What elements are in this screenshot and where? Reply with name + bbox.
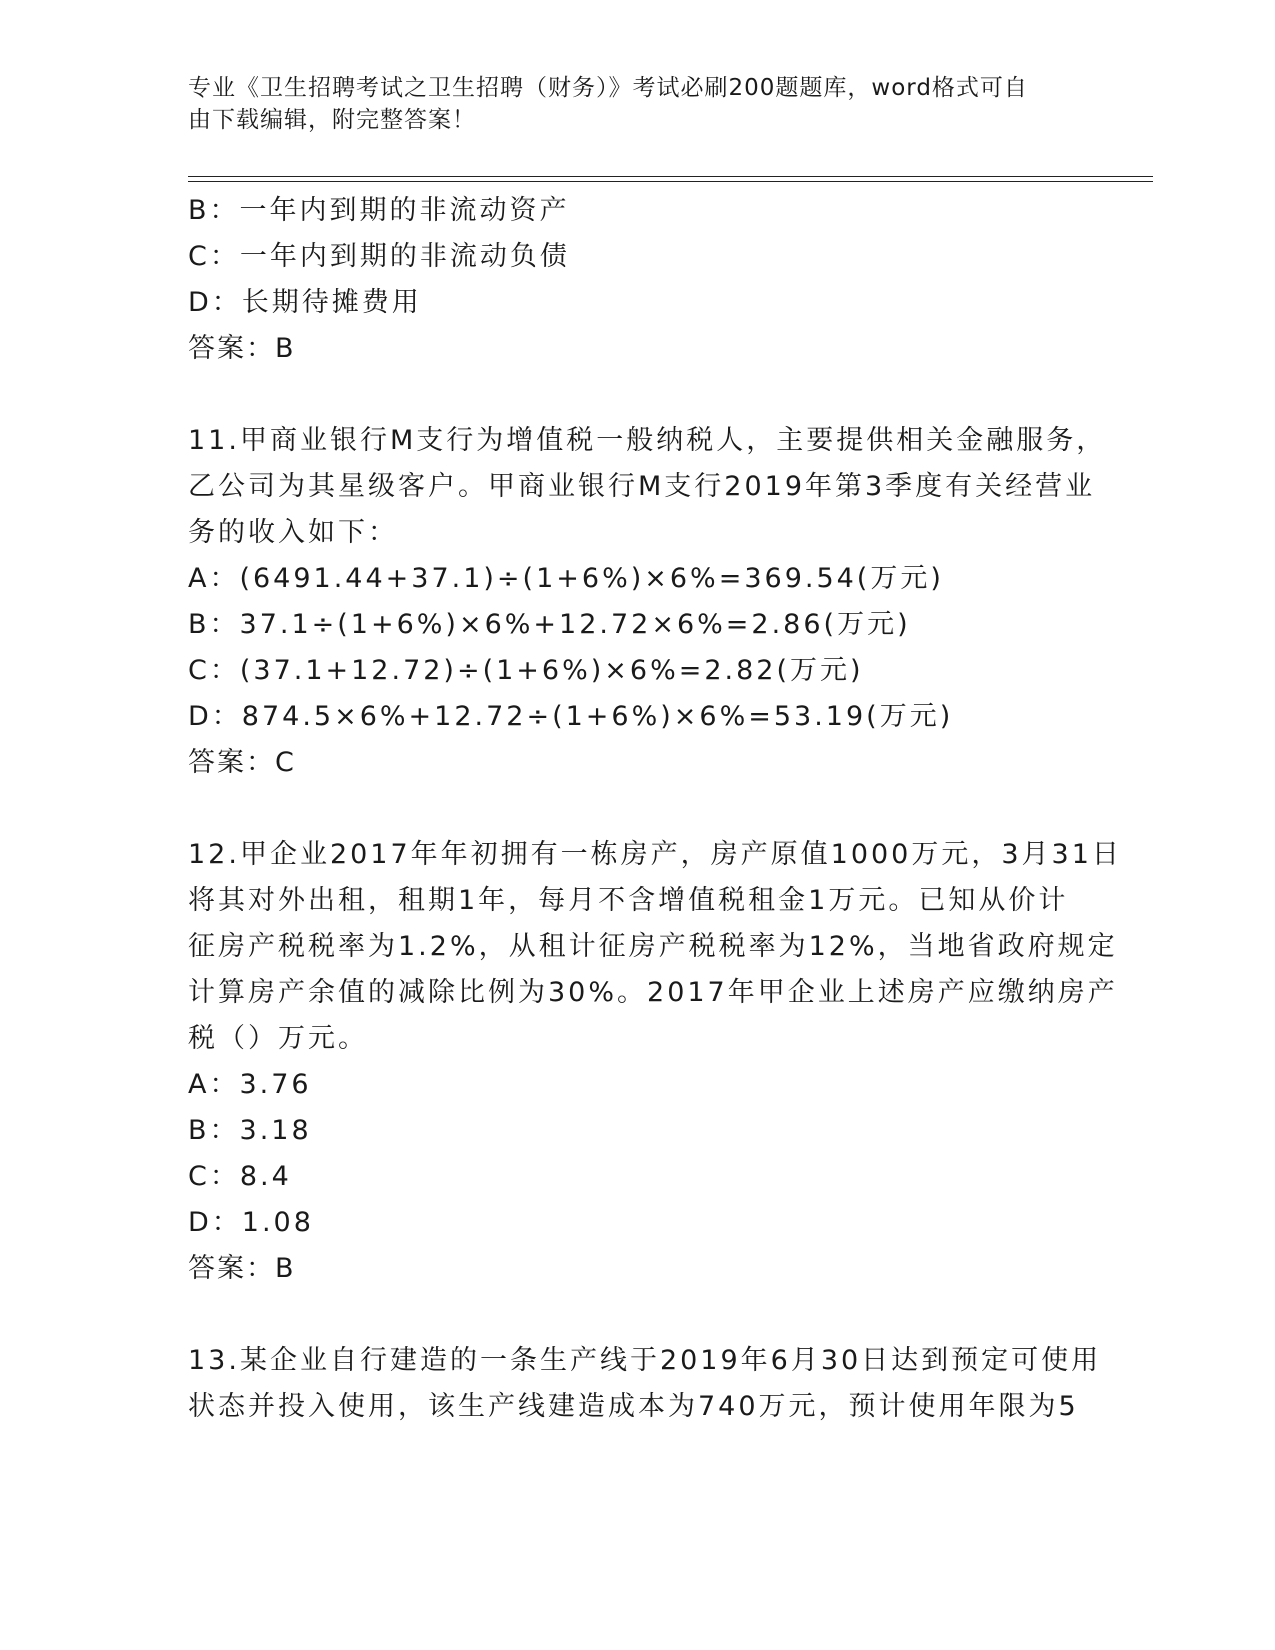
q11-stem-line-2: 乙公司为其星级客户。甲商业银行M支行2019年第3季度有关经营业 <box>188 471 1096 502</box>
spacer <box>188 1292 1088 1338</box>
document-header <box>188 72 1068 136</box>
q12-stem-line-4: 计算房产余值的减除比例为30%。2017年甲企业上述房产应缴纳房产 <box>188 977 1118 1008</box>
q11-option-c: C：(37.1+12.72)÷(1+6%)×6%=2.82(万元) <box>188 655 864 686</box>
header-divider-top <box>188 176 1153 177</box>
q12-stem-line-2: 将其对外出租，租期1年，每月不含增值税租金1万元。已知从价计 <box>188 885 1069 916</box>
question-13 <box>188 1338 1102 1430</box>
q10-option-b: B：一年内到期的非流动资产 <box>188 195 570 226</box>
q11-option-a: A：(6491.44+37.1)÷(1+6%)×6%=369.54(万元) <box>188 563 944 594</box>
q11-answer: 答案：C <box>188 747 296 778</box>
q12-answer: 答案：B <box>188 1253 296 1284</box>
q10-answer: 答案：B <box>188 333 296 364</box>
q12-option-c: C：8.4 <box>188 1161 292 1192</box>
q11-option-d: D：874.5×6%+12.72÷(1+6%)×6%=53.19(万元) <box>188 701 954 732</box>
q10-option-c: C：一年内到期的非流动负债 <box>188 241 570 272</box>
q12-stem-line-3: 征房产税税率为1.2%，从租计征房产税税率为12%，当地省政府规定 <box>188 931 1118 962</box>
q13-stem-line-1: 13.某企业自行建造的一条生产线于2019年6月30日达到预定可使用 <box>188 1345 1102 1376</box>
q12-option-a: A：3.76 <box>188 1069 312 1100</box>
q12-stem-line-1: 12.甲企业2017年年初拥有一栋房产，房产原值1000万元，3月31日 <box>188 839 1122 870</box>
q10-option-d: D：长期待摊费用 <box>188 287 422 318</box>
spacer <box>188 786 1088 832</box>
q12-option-d: D：1.08 <box>188 1207 314 1238</box>
q11-stem-line-3: 务的收入如下： <box>188 517 398 548</box>
q11-option-b: B：37.1÷(1+6%)×6%+12.72×6%=2.86(万元) <box>188 609 911 640</box>
header-title-line-2: 由下载编辑，附完整答案！ <box>188 107 476 133</box>
q11-stem-line-1: 11.甲商业银行M支行为增值税一般纳税人，主要提供相关金融服务， <box>188 425 1107 456</box>
q12-stem-line-5: 税（）万元。 <box>188 1023 368 1054</box>
header-title-line-1: 专业《卫生招聘考试之卫生招聘（财务）》考试必刷200题题库，word格式可自 <box>188 75 1028 101</box>
question-12 <box>188 832 1122 1292</box>
question-10 <box>188 188 1088 372</box>
spacer <box>188 372 1088 418</box>
question-11 <box>188 418 1107 786</box>
header-divider-bottom <box>188 181 1153 182</box>
q13-stem-line-2: 状态并投入使用，该生产线建造成本为740万元，预计使用年限为5 <box>188 1391 1079 1422</box>
document-body <box>188 188 1122 1430</box>
q12-option-b: B：3.18 <box>188 1115 312 1146</box>
